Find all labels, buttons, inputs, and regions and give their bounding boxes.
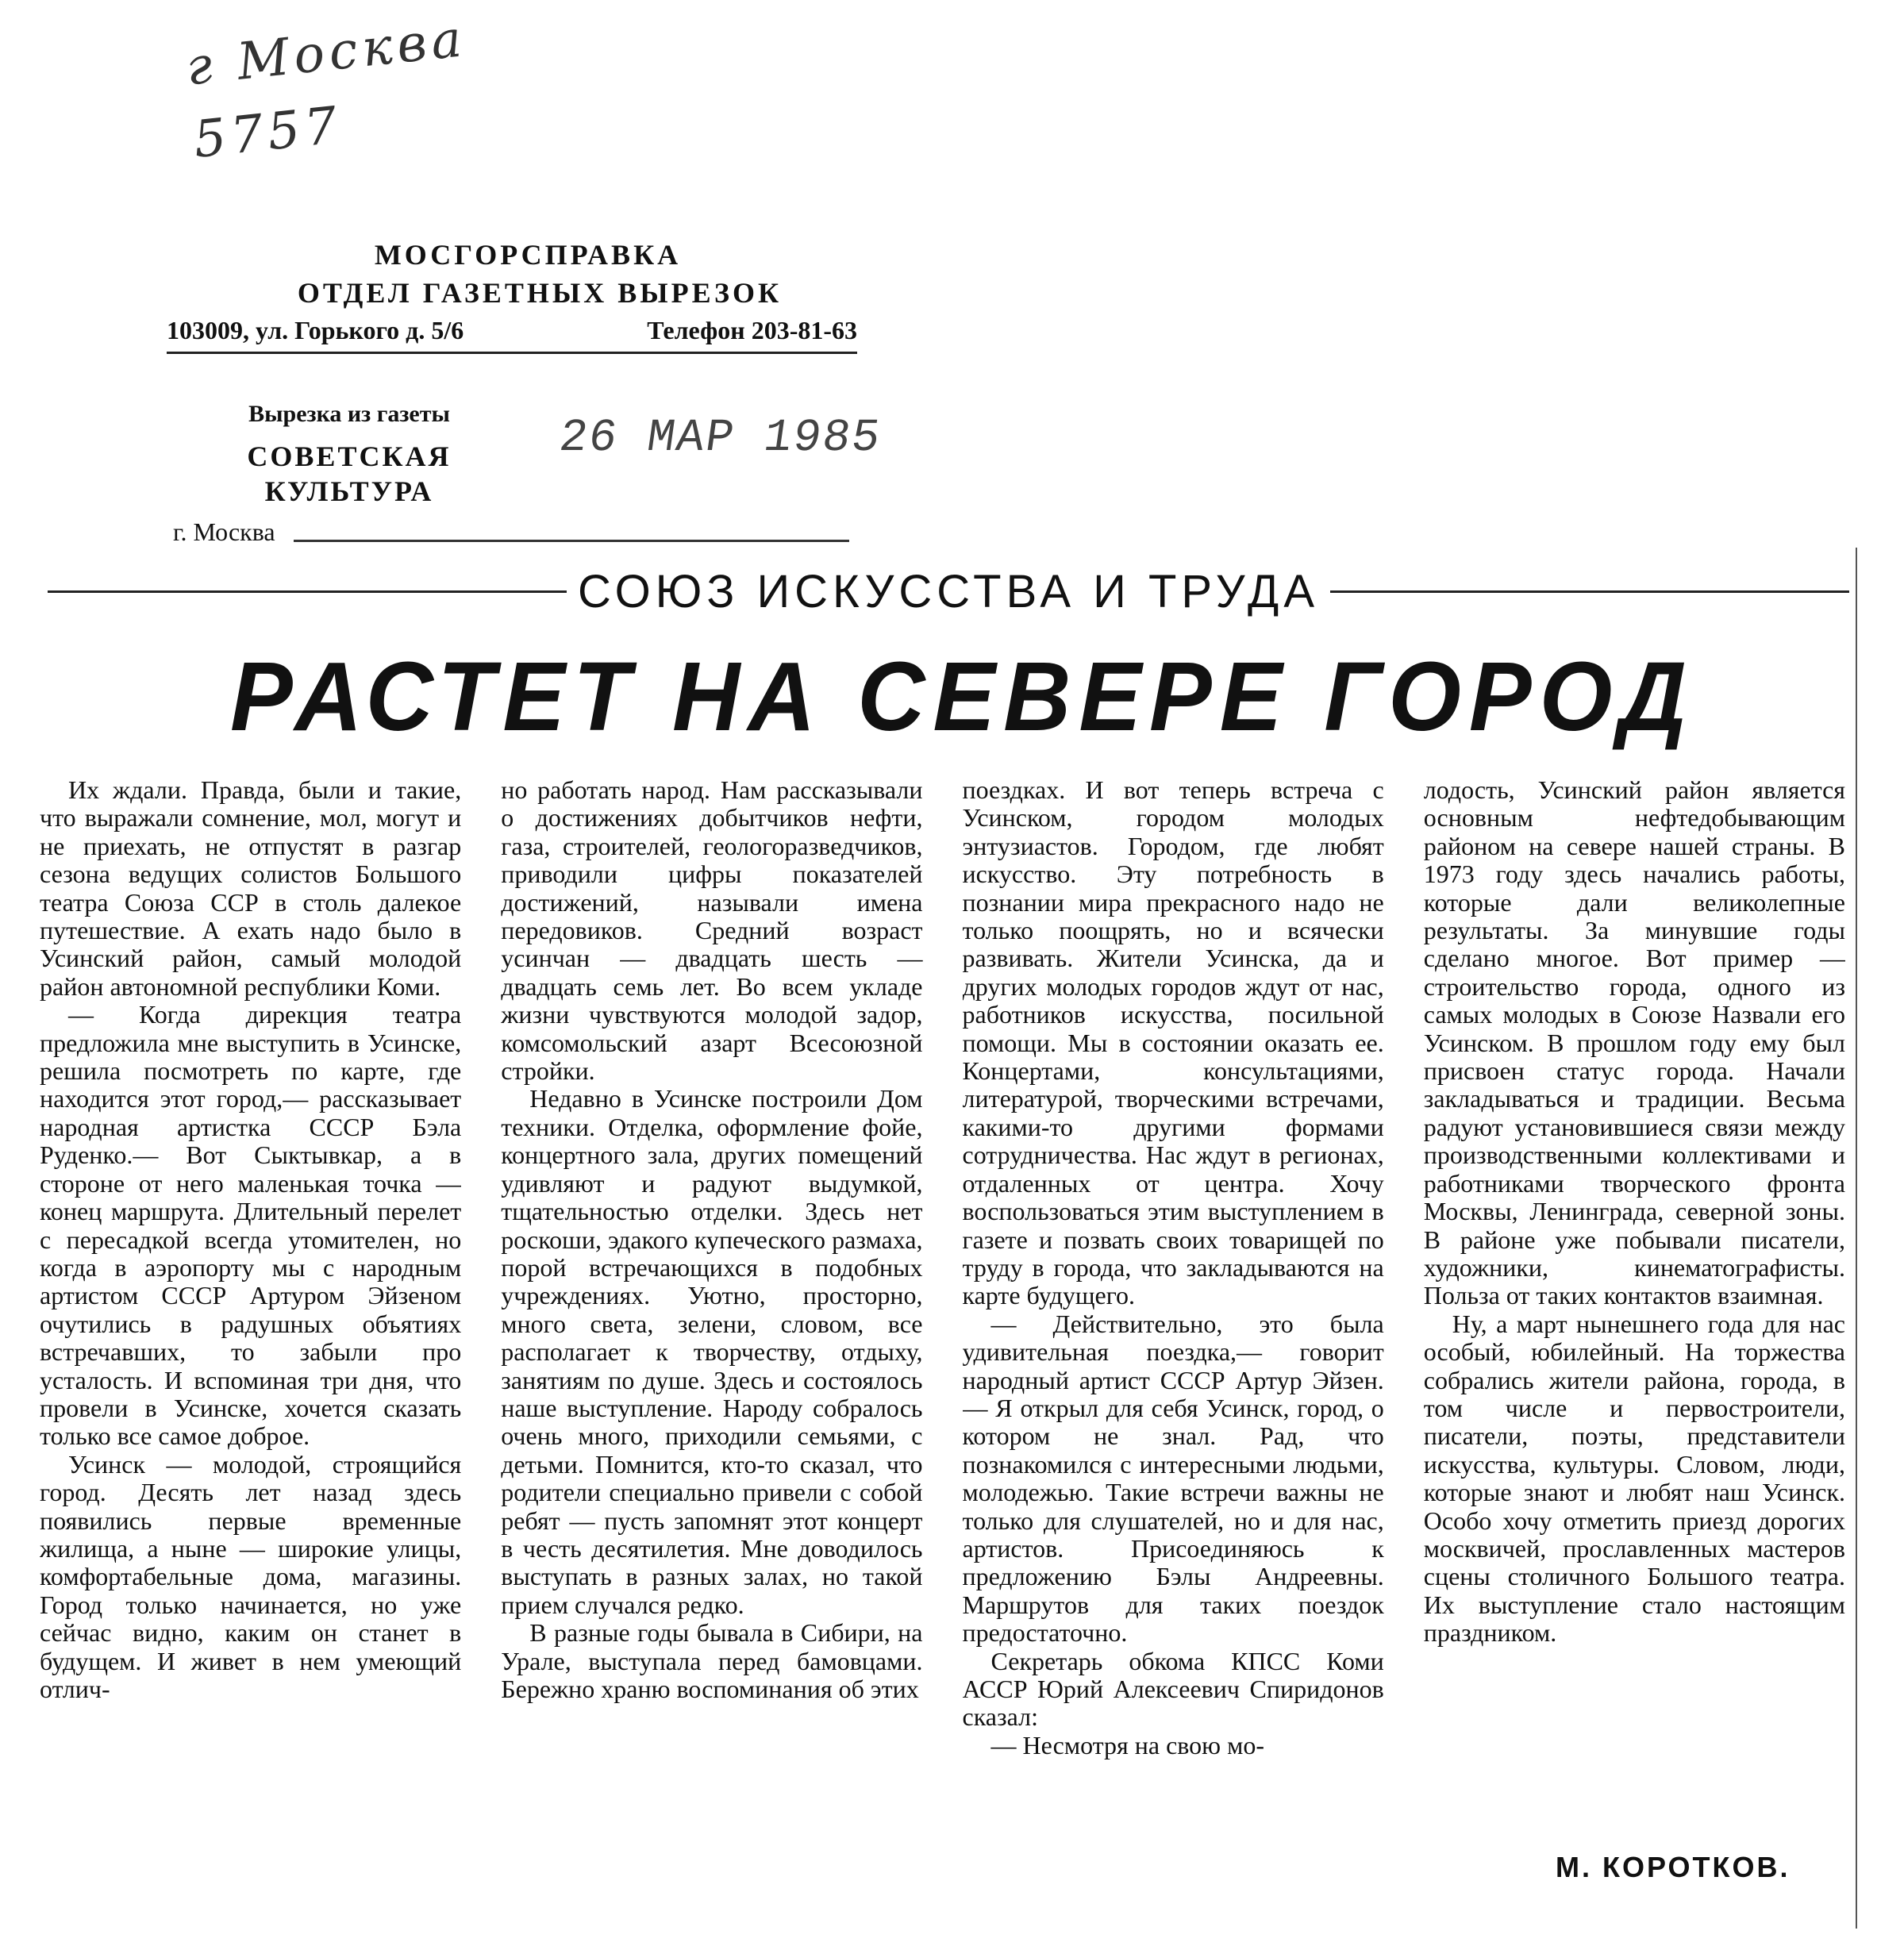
newspaper-name-line1: СОВЕТСКАЯ [247, 440, 452, 472]
handwritten-city: г Москва [183, 9, 469, 98]
clipping-source [214, 401, 484, 509]
paragraph: — Несмотря на свою мо- [990, 1730, 1264, 1759]
agency-contacts [167, 316, 857, 354]
paragraph: Секретарь обкома КПСС Коми АССР Юрий Алексеевич Спиридонов сказал: [962, 1646, 1384, 1732]
newspaper-name [214, 439, 484, 509]
article-author: М. КОРОТКОВ. [1556, 1851, 1791, 1883]
rubric-title: СОЮЗ ИСКУССТВА И ТРУДА [578, 565, 1320, 617]
agency-stamp [167, 238, 857, 354]
article-column-2 [501, 776, 922, 1887]
newspaper-name-line2: КУЛЬТУРА [264, 475, 434, 507]
article-column-3 [963, 776, 1384, 1887]
clipping-label: Вырезка из газеты [248, 401, 450, 427]
divider [48, 590, 567, 593]
divider [294, 540, 849, 542]
handwritten-number: 5757 [190, 95, 345, 171]
article-column-1 [40, 776, 461, 1887]
agency-department: ОТДЕЛ ГАЗЕТНЫХ ВЫРЕЗОК [297, 277, 783, 309]
paragraph: лодость, Усинский район является основным нефтедобывающим районом на севере нашей страны. В 1973 году здесь начались работы, которые дали великолепные результаты. За минувшие годы сделано многое. Вот пример — строительство города, одного из самых молодых в Союзе Назвали его Усинском. В прошлом году ему был присвоен статус города. Начали закладываться и традиции. Весьма радуют установившиеся связи между производственными коллективами и работниками творческого фронта Москвы, Ленинграда, северной зоны. В районе уже побывали писатели, художники, кинематографисты. Польза от таких контактов взаимная. [1423, 776, 1845, 1310]
paragraph: В разные годы бывала в Сибири, на Урале, выступала перед бамовцами. Бережно храню воспоминания об этих [501, 1618, 923, 1703]
article-headline: РАСТЕТ НА СЕВЕРЕ ГОРОД [230, 641, 1695, 752]
paragraph: — Когда дирекция театра предложила мне выступить в Усинске, решила посмотреть по карте, где находится этот город,— рассказывает народная артистка СССР Бэла Руденко.— Вот Сыктывкар, а в стороне от него маленькая точка — конец маршрута. Длительный перелет с пересадкой всегда утомителен, но когда в аэропорту мы с народным артистом СССР Артуром Эйзеном очутились в радушных объятиях встречавших, то забыли про усталость. И вспоминая три дня, что провели в Усинске, хочется сказать только все самое доброе. [40, 1000, 462, 1451]
article-column-4 [1424, 776, 1845, 1887]
rubric-header [48, 556, 1849, 627]
divider [1856, 548, 1857, 1929]
paragraph: поездках. И вот теперь встреча с Усинском, городом молодых энтузиастов. Городом, где любят искусство. Эту потребность в познании мира прекрасного надо не только поощрять, но и всячески развивать. Жители Усинска, да и других молодых городов ждут от нас, работников искусства, посильной помощи. Мы в состоянии оказать ее. Концертами, консультациями, литературой, творческими встречами, какими-то другими формами сотрудничества. Нас ждут в регионах, отдаленных от центра. Хочу воспользоваться этим выступлением в газете и позвать своих товарищей по труду в города, что закладываются на карте будущего. [962, 776, 1384, 1310]
agency-phone: Телефон 203-81-63 [647, 316, 857, 344]
clipping-date: 26 МАР 1985 [556, 413, 885, 464]
paragraph: Недавно в Усинске построили Дом техники. Отделка, оформление фойе, концертного зала, других помещений удивляют и радуют выдумкой, тщательностью отделки. Здесь нет роскоши, эдакого купеческого размаха, порой встречающихся в подобных учреждениях. Уютно, просторно, много света, зелени, словом, все располагает к творчеству, отдыху, занятиям по душе. Здесь и состоялось наше выступление. Народу собралось очень много, приходили семьями, с детьми. Помнится, кто-то сказал, что родители специально привели с собой ребят — пусть запомнят этот концерт в честь десятилетия. Мне доводилось выступать в разных залах, но такой прием случался редко. [501, 1084, 923, 1619]
paragraph: — Действительно, это была удивительная поездка,— говорит народный артист СССР Артур Эйзен.— Я открыл для себя Усинск, город, о котором не знал. Рад, что познакомился с интересными людьми, молодежью. Такие встречи важны не только для слушателей, но и для нас, артистов. Присоединяюсь к предложению Бэлы Андреевны. Маршрутов для таких поездок предостаточно. [962, 1309, 1384, 1648]
agency-address: 103009, ул. Горького д. 5/6 [167, 316, 464, 344]
paragraph: Усинск — молодой, строящийся город. Десять лет назад здесь появились первые временные жилища, а ныне — широкие улицы, комфортабельные дома, магазины. Город только начинается, но уже сейчас видно, каким он станет в будущем. И живет в нем умеющий отлич- [40, 1449, 462, 1703]
handwritten-note [183, 2, 478, 177]
paragraph: Их ждали. Правда, были и такие, что выражали сомнение, мол, могут и не приехать, не отпустят в разгар сезона ведущих солистов Большого театра Союза ССР в столь далекое путешествие. А ехать надо было в Усинский район, самый молодой район автономной республики Коми. [40, 776, 462, 1001]
divider [1330, 590, 1849, 593]
paragraph: но работать народ. Нам рассказывали о достижениях добытчиков нефти, газа, строителей, геологоразведчиков, приводили цифры показателей достижений, называли имена передовиков. Средний возраст усинчан — двадцать шесть — двадцать семь лет. Во всем укладе жизни чувствуются молодой задор, комсомольский азарт Всесоюзной стройки. [501, 776, 923, 1086]
clipping-city: г. Москва [173, 517, 275, 546]
agency-name: МОСГОРСПРАВКА [374, 239, 682, 271]
paragraph: Ну, а март нынешнего года для нас особый, юбилейный. На торжества собрались жители района, города, в том числе и первостроители, писатели, поэты, представители искусства, культуры. Словом, люди, которые знают и любят наш Усинск. Особо хочу отметить приезд дорогих москвичей, прославленных мастеров сцены столичного Большого театра. Их выступление стало настоящим праздником. [1423, 1309, 1845, 1648]
article-body [40, 776, 1845, 1887]
